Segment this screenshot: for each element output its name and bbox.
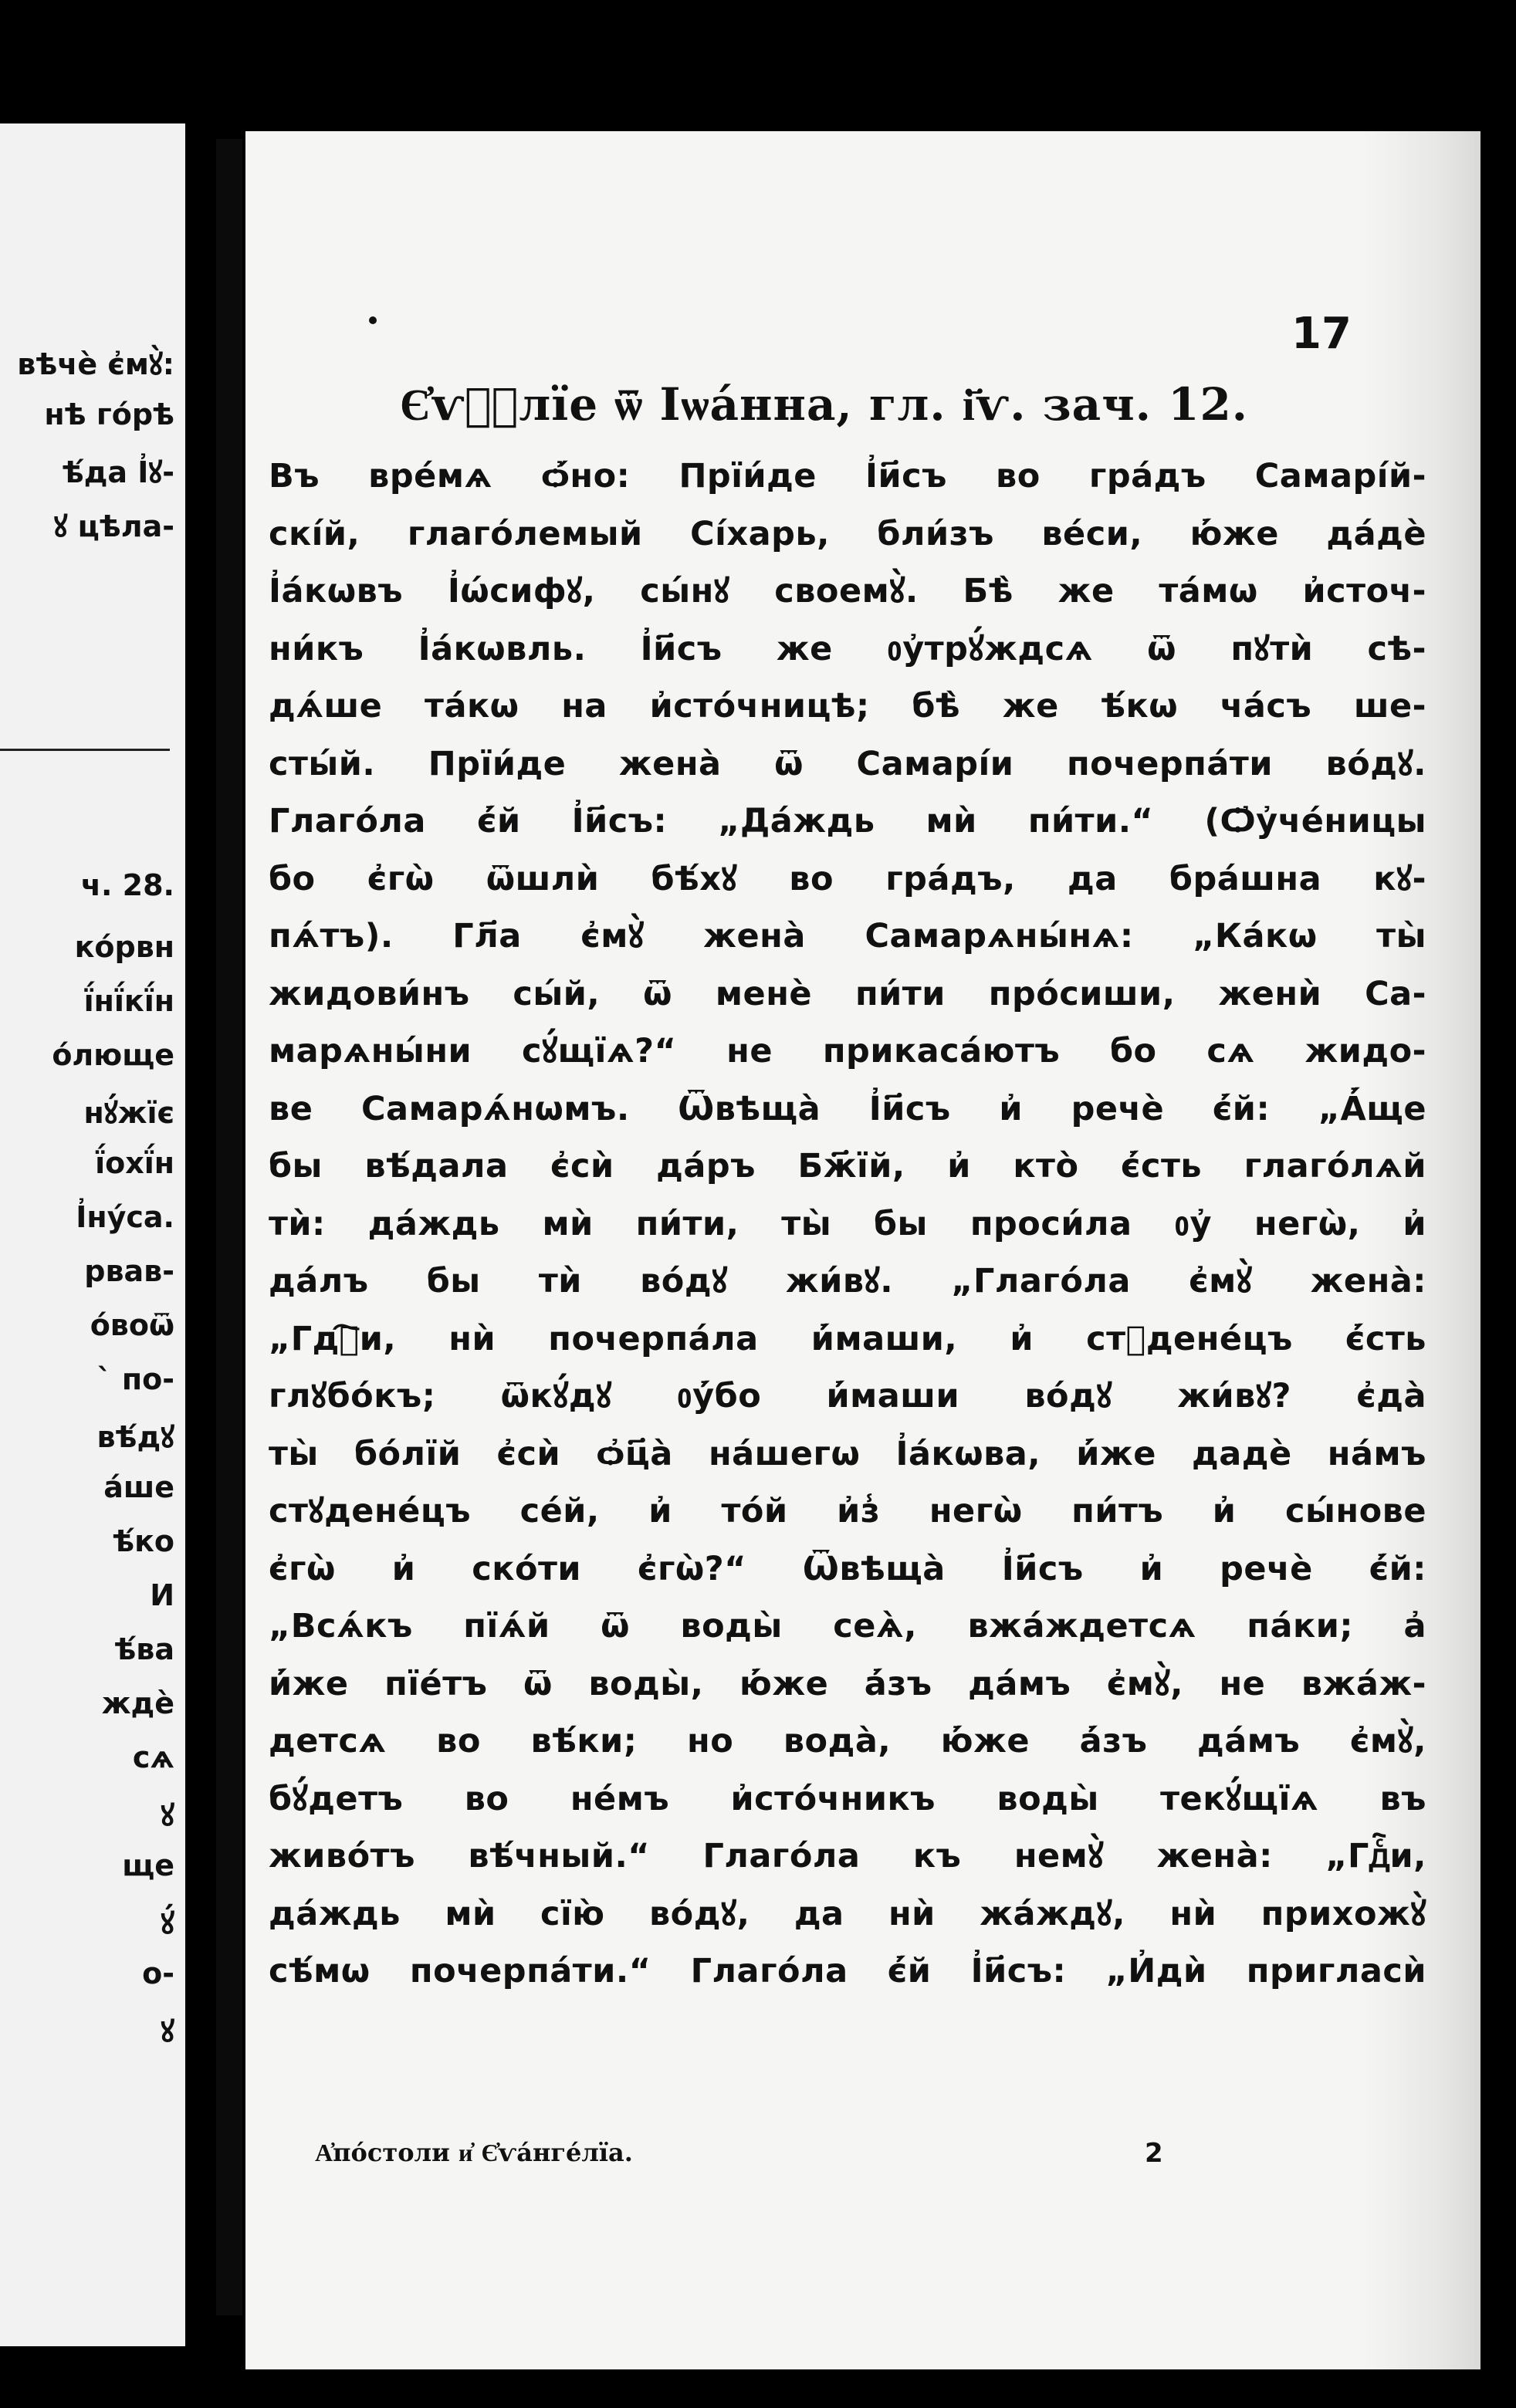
left-page-line: ї́нї́кї́н	[83, 984, 174, 1018]
left-page-line: ѣ́ко	[113, 1524, 174, 1558]
left-page-line: ѣ́ва	[114, 1632, 174, 1666]
left-page-line: нꙋ́жїє	[83, 1096, 174, 1130]
left-page-line: о-	[142, 1956, 174, 1990]
text-line: да́ждь мѝ сїю̀ во́дꙋ, да нѝ жа́ждꙋ, нѝ прихожꙋ̀	[269, 1894, 1426, 1933]
ink-speck	[369, 316, 377, 324]
left-page-line: вѣчѐ є҆мꙋ̀:	[17, 347, 174, 381]
page-number: 17	[1291, 309, 1352, 359]
left-page-line: ꙋ́	[161, 1906, 174, 1940]
text-line: детсѧ во вѣ́ки; но вода̀, ю҆́же а҆́зъ да́мъ є҆мꙋ̀,	[269, 1722, 1426, 1760]
text-line: бо є҆гѡ̀ ѿшлѝ бѣ́хꙋ во гра́дъ, да бра́шна кꙋ-	[269, 859, 1426, 898]
text-line: „Гдⷭ҇и, нѝ почерпа́ла и҆́маши, и҆ стꙋдене́цъ є҆́сть	[269, 1319, 1426, 1358]
footer-signature: А҆по́столи и҆ Є҆ѵа́нге́лїа.	[315, 2138, 633, 2167]
page-gutter	[216, 139, 242, 2315]
left-page-line: о́воѿ	[90, 1308, 174, 1342]
running-head: Є҆ѵⷢ҇лїе ѿ Іѡа́нна, гл. і҃ѵ. зач. 12.	[400, 378, 1248, 431]
text-line: бꙋ́детъ во не́мъ и҆сто́чникъ воды̀ текꙋ́щїѧ въ	[269, 1779, 1426, 1818]
text-line: ты̀ бо́лїй є҆сѝ ѻ҆ц҃а̀ на́шегѡ І҆а́кѡва, и҆́же дадѐ на́мъ	[269, 1434, 1426, 1473]
text-line: живо́тъ вѣ́чный.“ Глаго́ла къ немꙋ̀ жена̀: „Гдⷭ҇и,	[269, 1837, 1426, 1875]
left-page-line: ѣ́да І҆ꙋ-	[62, 455, 174, 489]
footer-signature-number: 2	[1145, 2138, 1163, 2169]
left-page-line: ꙋ	[161, 2014, 174, 2048]
text-line: жидови́нъ сы́й, ѿ менѐ пи́ти про́сиши, женѝ Са-	[269, 974, 1426, 1013]
text-line: бы вѣ́дала є҆сѝ да́ръ Бж҃їй, и҆ кто̀ є҆́сть глаго́лѧй	[269, 1147, 1426, 1185]
text-line: марѧны́ни сꙋ́щїѧ?“ не прикаса́ютъ бо сѧ жидо-	[269, 1032, 1426, 1070]
text-line: и҆́же пїе́тъ ѿ воды̀, ю҆́же а҆́зъ да́мъ є҆мꙋ̀, не вжа́ж-	[269, 1664, 1426, 1703]
text-line: ни́къ І҆а́кѡвль. І҆и҃съ же ᲂу҆трꙋ́ждсѧ ѿ пꙋтѝ сѣ-	[269, 629, 1426, 668]
text-line: ве Самарѧ́нѡмъ. Ѿвѣща̀ І҆и҃съ и҆ речѐ є҆́й: „А҆́ще	[269, 1089, 1426, 1128]
text-line: сты́й. Прїи́де жена̀ ѿ Самарі́и почерпа́ти во́дꙋ.	[269, 744, 1426, 783]
left-page-line: ще	[122, 1848, 174, 1882]
text-line: є҆гѡ̀ и҆ ско́ти є҆гѡ̀?“ Ѿвѣща̀ І҆и҃съ и҆ речѐ є҆́й:	[269, 1549, 1426, 1588]
left-page-line: вѣ́дꙋ	[96, 1420, 174, 1454]
text-line: глꙋбо́къ; ѿкꙋ́дꙋ ᲂу҆́бо и҆́маши во́дꙋ жи́вꙋ? є҆да̀	[269, 1377, 1426, 1415]
text-line: да́лъ бы тѝ во́дꙋ жи́вꙋ. „Глаго́ла є҆мꙋ̀ жена̀:	[269, 1262, 1426, 1300]
left-page-line: а́ше	[103, 1470, 174, 1504]
left-page-divider	[0, 749, 170, 751]
left-page-fragment	[0, 123, 185, 2346]
text-line: стꙋдене́цъ се́й, и҆ то́й и҆з̾ негѡ̀ пи́тъ и҆ сы́нове	[269, 1492, 1426, 1530]
text-line: скі́й, глаго́лемый Сі́харь, бли́зъ ве́си, ю҆́же да́дѐ	[269, 514, 1426, 553]
text-line: пѧ́тъ). Гл҃а є҆мꙋ̀ жена̀ Самарѧны́нѧ: „Ка́кѡ ты̀	[269, 917, 1426, 955]
text-line: Въ вре́мѧ ѻ҆́но: Прїи́де І҆и҃съ во гра́дъ Самарі́й-	[269, 457, 1426, 495]
text-line: Глаго́ла є҆́й І҆и҃съ: „Да́ждь мѝ пи́ти.“ (Ѻ҆у҆че́ницы	[269, 802, 1426, 840]
text-line: дѧ́ше та́кѡ на и҆сто́чницѣ; бѣ̀ же ѣ́кѡ ча́съ ше-	[269, 687, 1426, 725]
left-page-line: нѣ го́рѣ	[44, 397, 174, 431]
text-line: сѣ́мѡ почерпа́ти.“ Глаго́ла є҆́й І҆и҃съ: „И҆дѝ пригласѝ	[269, 1952, 1426, 1990]
left-page-line: ꙋ	[161, 1798, 174, 1832]
left-page-line: ко́рвн	[74, 930, 174, 964]
left-page-line: сѧ	[132, 1740, 174, 1774]
left-page-line: ̀ по-	[111, 1362, 174, 1396]
left-page-line: ждѐ	[101, 1686, 174, 1720]
left-page-line: о́люще	[52, 1038, 174, 1072]
text-line: тѝ: да́ждь мѝ пи́ти, ты̀ бы проси́ла ᲂу҆ негѡ̀, и҆	[269, 1204, 1426, 1243]
left-page-line: ч. 28.	[80, 868, 174, 902]
text-line: І҆а́кѡвъ І҆ѡ́сифꙋ, сы́нꙋ своемꙋ̀. Бѣ̀ же та́мѡ и҆сточ-	[269, 572, 1426, 610]
left-page-line: И	[150, 1578, 174, 1612]
book-page	[245, 131, 1480, 2369]
left-page-line: рвав-	[84, 1254, 174, 1288]
left-page-line: ї́охї́н	[95, 1146, 174, 1180]
left-page-line: ꙋ цѣла-	[53, 509, 174, 543]
left-page-line: І҆ну́са.	[76, 1200, 174, 1234]
body-text	[269, 448, 1426, 2000]
text-line: „Всѧ́къ пїѧ́й ѿ воды̀ сеѧ̀, вжа́ждетсѧ па́ки; а҆	[269, 1607, 1426, 1645]
